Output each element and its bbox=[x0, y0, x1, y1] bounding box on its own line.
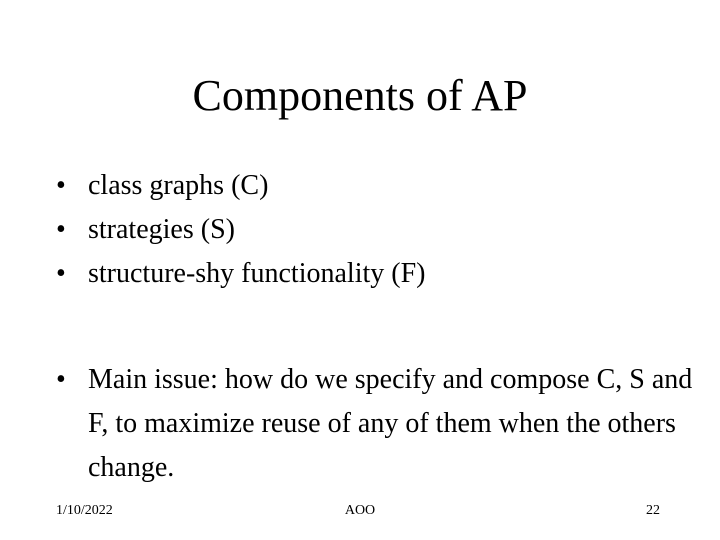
footer-center-text: AOO bbox=[344, 503, 376, 518]
bullet-item bbox=[56, 358, 696, 490]
footer-date: 1/10/2022 bbox=[56, 503, 113, 518]
bullet-text: structure-shy functionality (F) bbox=[88, 258, 426, 289]
bullet-marker: • bbox=[56, 258, 66, 289]
bullet-text: class graphs (C) bbox=[88, 170, 269, 201]
bullet-text: strategies (S) bbox=[88, 214, 235, 245]
bullet-item bbox=[56, 164, 696, 208]
bullet-marker: • bbox=[56, 170, 66, 201]
footer-page-number: 22 bbox=[646, 503, 660, 518]
bullet-marker: • bbox=[56, 214, 66, 245]
bullet-text: Main issue: how do we specify and compose C, S and F, to maximize reuse of any of them when the others change. bbox=[88, 364, 693, 483]
bullet-item bbox=[56, 208, 696, 252]
slide-title: Components of AP bbox=[192, 71, 528, 120]
bullet-marker: • bbox=[56, 364, 66, 395]
bullet-item bbox=[56, 252, 696, 296]
bullet-list bbox=[56, 164, 696, 490]
